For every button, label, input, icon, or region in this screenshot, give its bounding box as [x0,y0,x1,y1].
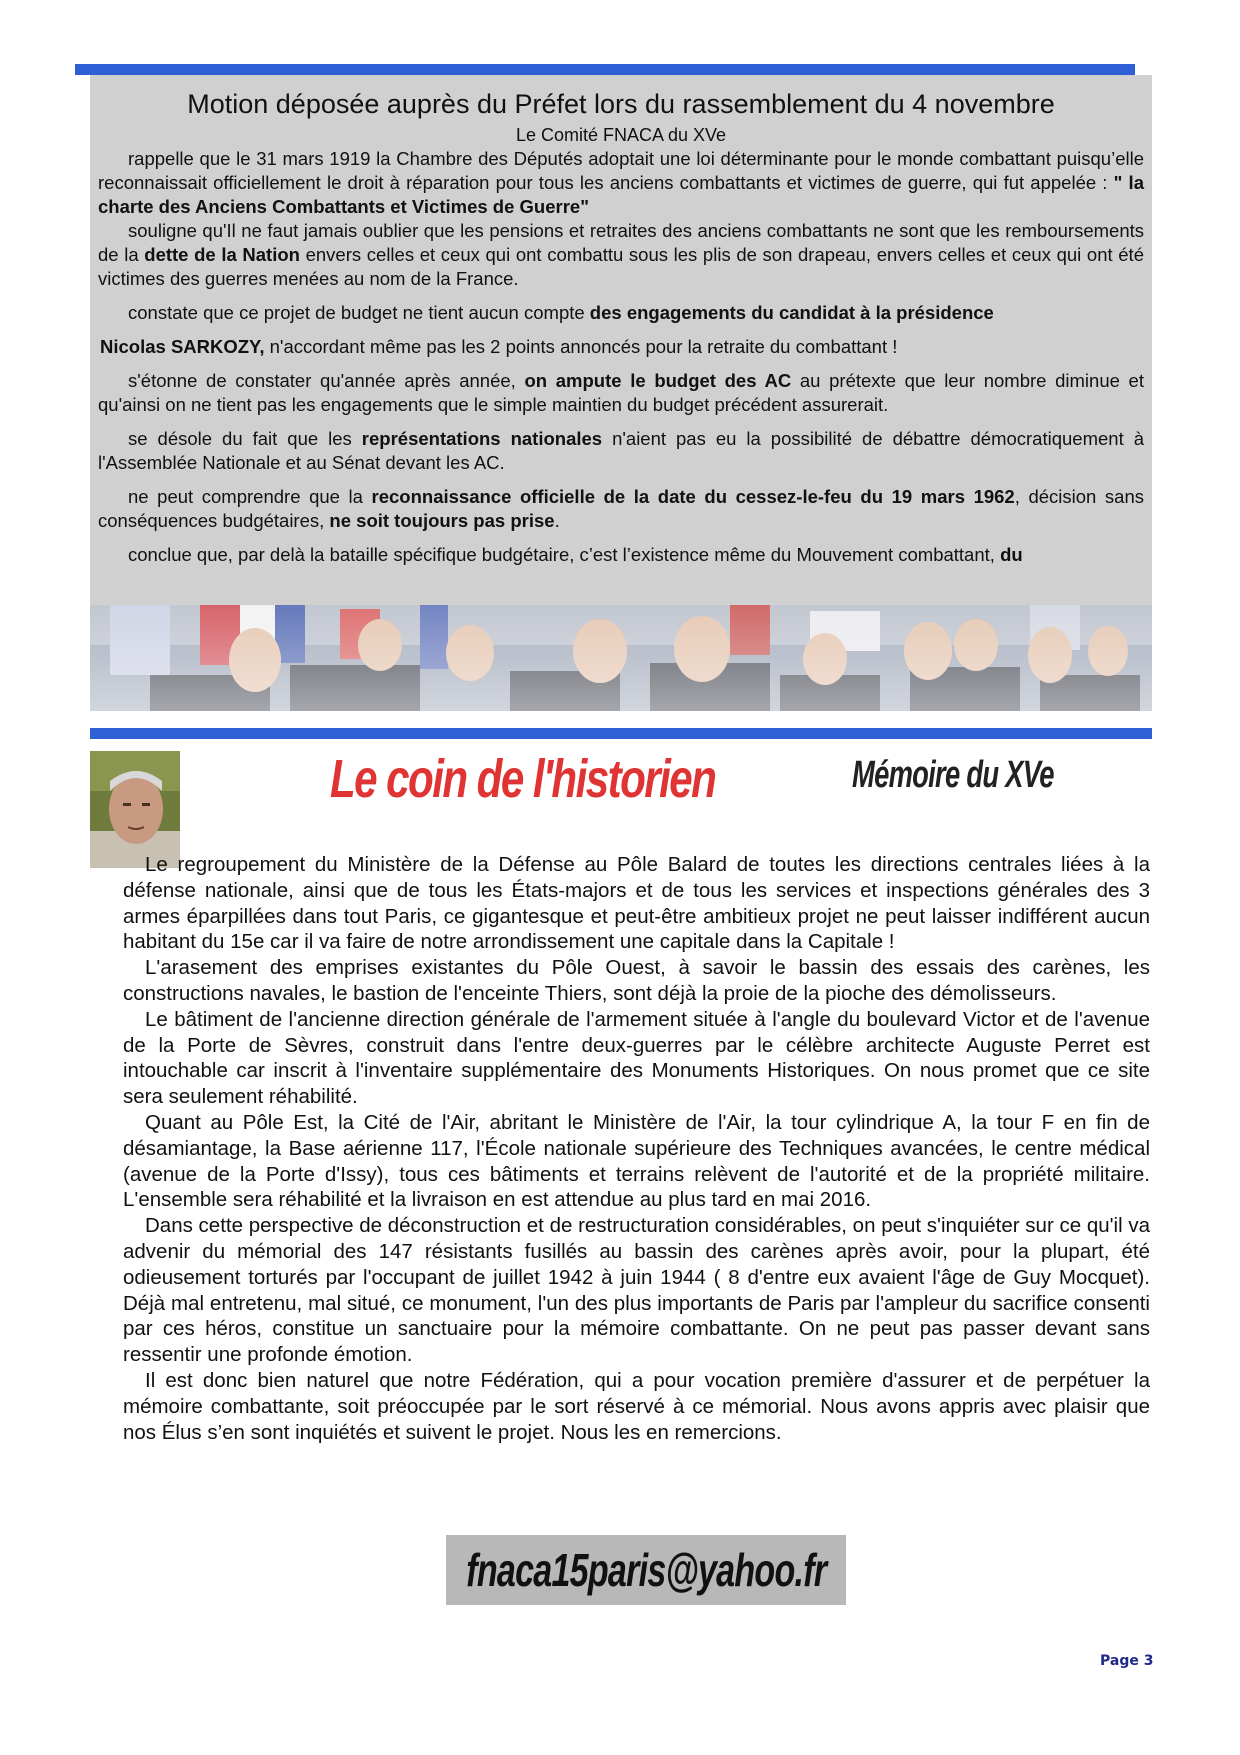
article-paragraph: Le regroupement du Ministère de la Défense au Pôle Balard de toutes les directions centrales liées à la défense nationale, ainsi que de tous les États-majors et de tous les services et inspections générales des 3 armes éparpillées dans tout Paris, ce gigantesque et peut-être ambitieux projet ne peut laisser indifférent aucun habitant du 15e car il va faire de notre arrondissement une capitale dans la Capitale ! [123,853,1150,954]
article-paragraph: Dans cette perspective de déconstruction et de restructuration considérables, on peut s'inquiéter sur ce qu'il va advenir du mémorial des 147 résistants fusillés au bassin des carènes après avoir, pour la plupart, été odieusement torturés par l'occupant de juillet 1942 à juin 1944 ( 8 d'entre eux avaient l'âge de Guy Mocquet). Déjà mal entretenu, mal situé, ce monument, l'un des plus importants de Paris par l'ampleur du sacrifice consenti par ces héros, constitue un sanctuaire pour la mémoire combattante. On ne peut pas passer devant sans ressentir une profonde émotion. [123,1214,1150,1367]
page-number: Page 3 [1100,1653,1154,1669]
article-paragraph: Le bâtiment de l'ancienne direction générale de l'armement située à l'angle du boulevard Victor et de l'avenue de la Porte de Sèvres, construit dans l'entre deux-guerres par le célèbre architecte Auguste Perret est intouchable car inscrit à l'inventaire supplémentaire des Monuments Historiques. On nous promet que ce site sera seulement réhabilité. [123,1007,1150,1109]
motion-box [90,75,1152,605]
top-divider-bar [75,64,1135,75]
historian-section-title: Le coin de l'historien [330,749,716,809]
historian-article [123,852,1150,1445]
motion-paragraph-8: conclue que, par delà la bataille spécifique budgétaire, c’est l’existence même du Mouvement combattant, du [128,544,1023,565]
motion-paragraph-6: se désole du fait que les représentations nationales n'aient pas eu la possibilité de débattre démocratiquement à l'Assemblée Nationale et au Sénat devant les AC. [98,428,1144,473]
rally-photo-band [90,605,1152,711]
article-paragraph: L'arasement des emprises existantes du Pôle Ouest, à savoir le bassin des essais des carènes, les constructions navales, le bastion de l'enceinte Thiers, sont déjà la proie de la pioche des démolisseurs. [123,956,1150,1005]
motion-paragraph-7: ne peut comprendre que la reconnaissance officielle de la date du cessez-le-feu du 19 mars 1962, décision sans conséquences budgétaires, ne soit toujours pas prise. [98,486,1145,531]
article-paragraph: Quant au Pôle Est, la Cité de l'Air, abritant le Ministère de l'Air, la tour cylindrique A, la tour F en fin de désamiantage, la Base aérienne 117, l'École nationale supérieure des Techniques avancées, le centre médical (avenue de la Porte d'Issy), tous ces bâtiments et terrains relèvent de l'autorité et de la propriété militaire. L'ensemble sera réhabilité et la livraison en est attendue au plus tard en mai 2016. [123,1110,1150,1212]
motion-paragraph-1: rappelle que le 31 mars 1919 la Chambre des Députés adoptait une loi déterminante pour le monde combattant puisqu’elle reconnaissait officiellement le droit à réparation pour tous les anciens combattants et victimes de guerre, qui fut appelée : " la charte des Anciens Combattants et Victimes de Guerre" [98,148,1144,217]
motion-subtitle: Le Comité FNACA du XVe [515,125,727,145]
historian-portrait [90,751,180,868]
email-banner [446,1535,846,1605]
motion-paragraph-4: Nicolas SARKOZY, n'accordant même pas les 2 points annoncés pour la retraite du combattant ! [100,336,898,357]
motion-paragraph-3: constate que ce projet de budget ne tient aucun compte des engagements du candidat à la présidence [128,302,994,323]
motion-paragraph-5: s'étonne de constater qu'année après année, on ampute le budget des AC au prétexte que leur nombre diminue et qu'ainsi on ne tient pas les engagements que le simple maintien du budget précédent assurerait. [98,370,1144,415]
motion-title: Motion déposée auprès du Préfet lors du rassemblement du 4 novembre [187,89,1055,119]
memoire-subtitle: Mémoire du XVe [852,754,1054,796]
email-address[interactable]: fnaca15paris@yahoo.fr [465,1544,827,1596]
article-paragraph: Il est donc bien naturel que notre Fédération, qui a pour vocation première d'assurer et de perpétuer la mémoire combattante, soit préoccupée par le sort réservé à ce mémorial. Nous avons appris avec plaisir que nos Élus s’en sont inquiétés et suivent le projet. Nous les en remercions. [123,1368,1150,1444]
rally-photo [90,605,1152,711]
motion-paragraph-2: souligne qu'Il ne faut jamais oublier que les pensions et retraites des anciens combattants ne sont que les remboursements de la dette de la Nation envers celles et ceux qui ont combattu sous les plis de son drapeau, envers celles et ceux qui ont été victimes des guerres menées au nom de la France. [98,220,1144,289]
mid-divider-bar [90,728,1152,739]
